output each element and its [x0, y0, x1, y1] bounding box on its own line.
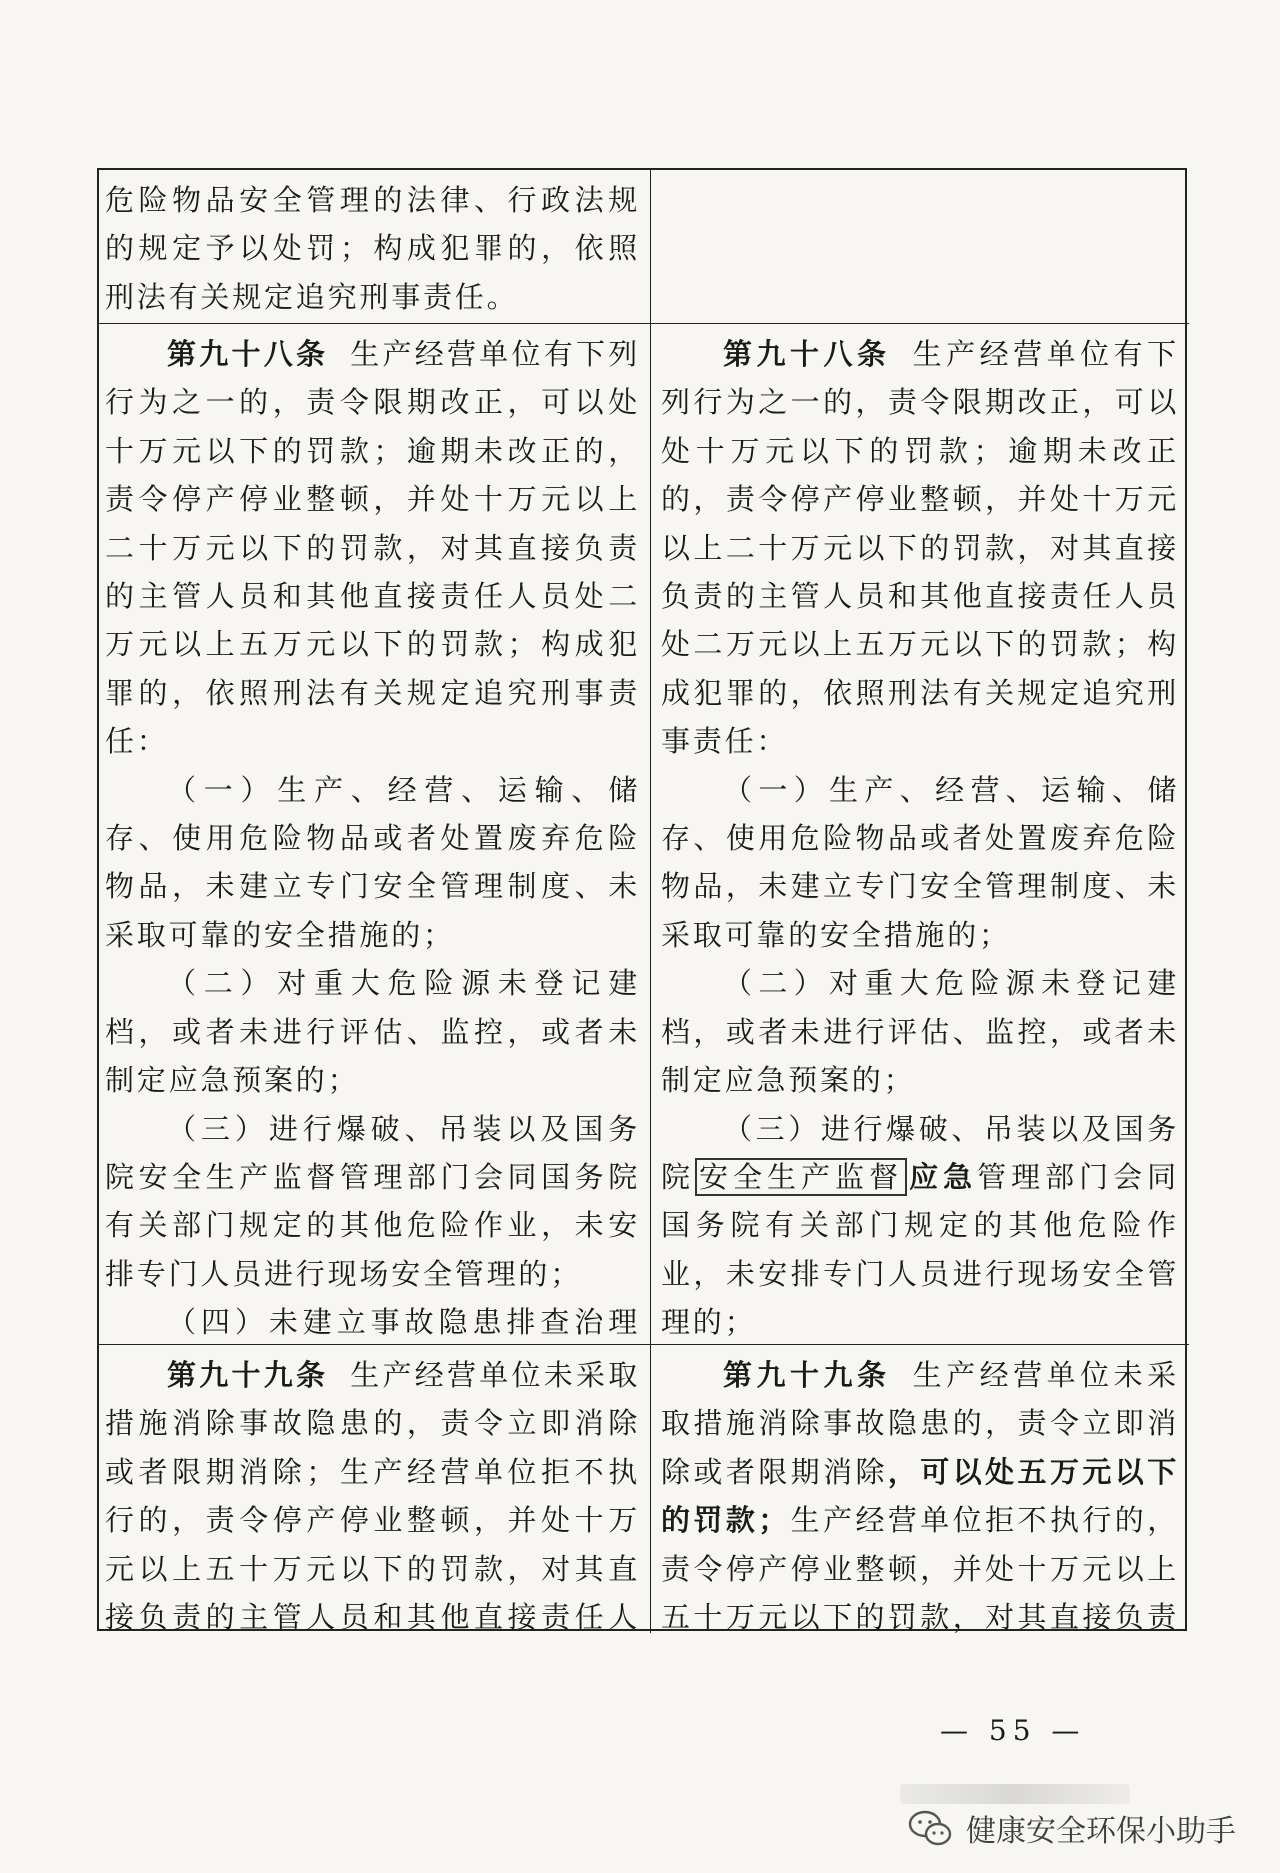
row1-left-text: 危险物品安全管理的法律、行政法规的规定予以处罚；构成犯罪的，依照刑法有关规定追究刑事责任。: [105, 183, 640, 314]
wechat-account-badge: [908, 1806, 1236, 1850]
row3-right-cell: [651, 1345, 1189, 1633]
article-98-new-item3: [661, 1105, 1179, 1346]
article-98-new-intro-text: 生产经营单位有下列行为之一的，责令限期改正，可以处十万元以下的罚款；逾期未改正的，责令停产停业整顿，并处十万元以上二十万元以下的罚款，对其直接负责的主管人员和其他直接责任人员处二万元以上五万元以下的罚款；构成犯罪的，依照刑法有关规定追究刑事责任：: [661, 337, 1179, 759]
row1-right-cell: [651, 170, 1189, 324]
article-99-new-text-post: 生产经营单位拒不执行的，责令停产停业整顿，并处十万元以上五十万元以下的罚款，对其直接负责: [661, 1503, 1179, 1633]
article-99-new: [661, 1351, 1179, 1633]
removed-text-box: 安全生产监督: [695, 1158, 907, 1196]
article-98-new-item2: （二）对重大危险源未登记建档，或者未进行评估、监控，或者未制定应急预案的；: [661, 966, 1179, 1098]
article-98-old-intro: [105, 330, 640, 766]
article-98-old-intro-text: 生产经营单位有下列行为之一的，责令限期改正，可以处十万元以下的罚款；逾期未改正的，责令停产停业整顿，并处十万元以上二十万元以下的罚款，对其直接负责的主管人员和其他直接责任人员处二万元以上五万元以下的罚款；构成犯罪的，依照刑法有关规定追究刑事责任：: [105, 337, 640, 759]
article-99-new-heading: 第九十九条: [723, 1358, 891, 1392]
faded-watermark: [900, 1784, 1130, 1804]
row1-left-cell: [99, 170, 651, 324]
article-99-old: [105, 1351, 640, 1633]
row3-left-cell: [99, 1345, 651, 1633]
article-98-old-item2: （二）对重大危险源未登记建档，或者未进行评估、监控，或者未制定应急预案的；: [105, 966, 640, 1098]
article-99-added-bold: ，可以处五万元以下的罚款；: [661, 1454, 1179, 1538]
article-98-old-item1: （一）生产、经营、运输、储存、使用危险物品或者处置废弃危险物品，未建立专门安全管理制度、未采取可靠的安全措施的；: [105, 772, 640, 952]
article-99-old-text: 生产经营单位未采取措施消除事故隐患的，责令立即消除或者限期消除；生产经营单位拒不执行的，责令停产停业整顿，并处十万元以上五十万元以下的罚款，对其直接负责的主管人员和其他直接责任人: [105, 1358, 640, 1633]
article-98-old-item4: （四）未建立事故隐患排查治理: [167, 1305, 640, 1340]
comparison-table: [97, 168, 1187, 1631]
item3-post-text: 管理部门会同国务院有关部门规定的其他危险作业，未安排专门人员进行现场安全管理的；: [661, 1159, 1179, 1340]
article-98-new-intro: [661, 330, 1179, 766]
article-98-old-heading: 第九十八条: [167, 337, 329, 371]
article-99-old-heading: 第九十九条: [167, 1358, 329, 1392]
added-text-bold: 应急: [909, 1159, 978, 1194]
row2-left-cell: [99, 324, 651, 1345]
item3-pre-text: （三）进行爆破、吊装以及国务院: [661, 1111, 1179, 1194]
page-number: — 55 —: [940, 1714, 1086, 1747]
row2-right-cell: [651, 324, 1189, 1345]
wechat-account-name: 健康安全环保小助手: [966, 1814, 1236, 1849]
wechat-icon: [908, 1809, 952, 1847]
article-98-old-item3: （三）进行爆破、吊装以及国务院安全生产监督管理部门会同国务院有关部门规定的其他危险作业，未安排专门人员进行现场安全管理的；: [105, 1111, 640, 1291]
article-98-new-heading: 第九十八条: [723, 337, 891, 371]
article-98-new-item1: （一）生产、经营、运输、储存、使用危险物品或者处置废弃危险物品，未建立专门安全管理制度、未采取可靠的安全措施的；: [661, 772, 1179, 952]
article-99-new-text-pre: 生产经营单位未采取措施消除事故隐患的，责令立即消除或者限期消除: [661, 1358, 1179, 1489]
